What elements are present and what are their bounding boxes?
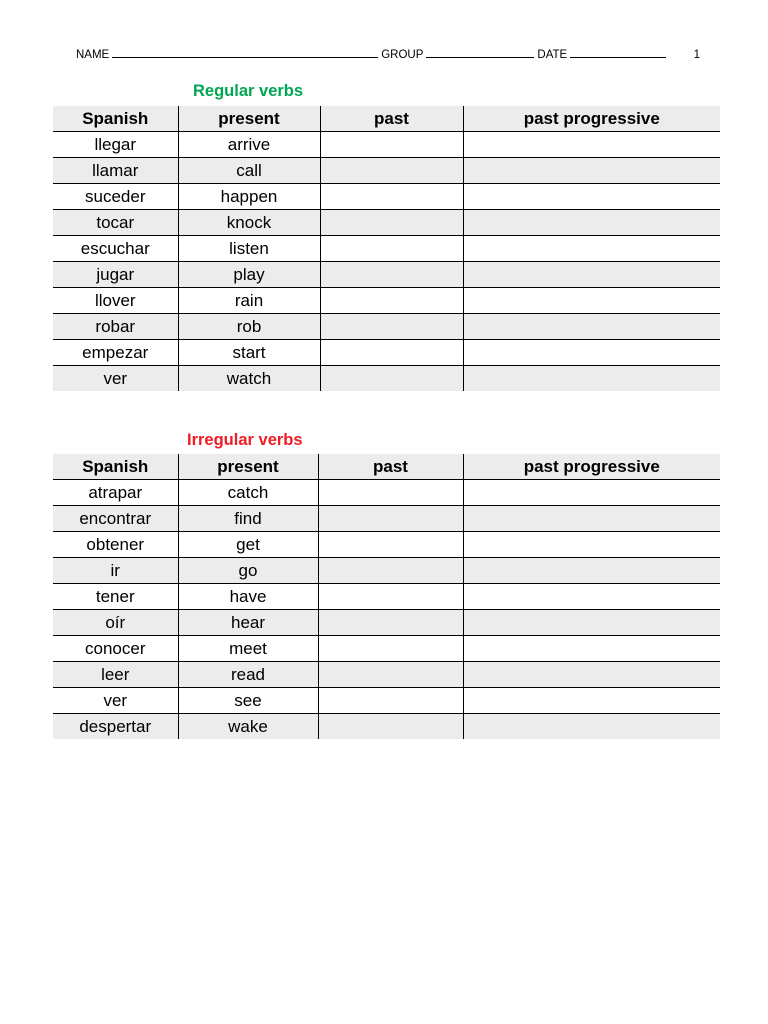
table-row [53, 662, 720, 688]
page-number: 1 [693, 49, 700, 61]
cell-present: rob [178, 314, 320, 340]
table-row [53, 532, 720, 558]
cell-spanish: ver [53, 688, 178, 714]
cell-past-progressive[interactable] [463, 480, 720, 506]
cell-past-progressive[interactable] [463, 688, 720, 714]
cell-past[interactable] [320, 184, 463, 210]
cell-present: see [178, 688, 318, 714]
regular-verbs-table [53, 106, 720, 391]
table-row [53, 340, 720, 366]
cell-spanish: obtener [53, 532, 178, 558]
table-row [53, 158, 720, 184]
cell-spanish: suceder [53, 184, 178, 210]
cell-spanish: ir [53, 558, 178, 584]
cell-past-progressive[interactable] [463, 610, 720, 636]
cell-past[interactable] [318, 610, 463, 636]
group-blank [426, 46, 534, 58]
cell-past[interactable] [320, 158, 463, 184]
cell-past[interactable] [318, 532, 463, 558]
cell-past[interactable] [320, 236, 463, 262]
cell-present: listen [178, 236, 320, 262]
irregular-verbs-table [53, 454, 720, 739]
cell-spanish: jugar [53, 262, 178, 288]
column-header-past: past [318, 454, 463, 480]
cell-present: catch [178, 480, 318, 506]
cell-present: read [178, 662, 318, 688]
column-header-spanish: Spanish [53, 106, 178, 132]
cell-past-progressive[interactable] [463, 132, 720, 158]
worksheet-header [76, 46, 700, 61]
name-label: NAME [76, 49, 110, 61]
cell-past-progressive[interactable] [463, 236, 720, 262]
cell-present: get [178, 532, 318, 558]
cell-past[interactable] [320, 340, 463, 366]
cell-spanish: llegar [53, 132, 178, 158]
table-row [53, 558, 720, 584]
cell-past[interactable] [320, 262, 463, 288]
cell-past[interactable] [318, 636, 463, 662]
cell-spanish: robar [53, 314, 178, 340]
cell-present: call [178, 158, 320, 184]
cell-past-progressive[interactable] [463, 506, 720, 532]
cell-spanish: atrapar [53, 480, 178, 506]
table-header-row [53, 106, 720, 132]
cell-past-progressive[interactable] [463, 532, 720, 558]
table-row [53, 132, 720, 158]
cell-spanish: llamar [53, 158, 178, 184]
cell-spanish: tener [53, 584, 178, 610]
cell-past-progressive[interactable] [463, 210, 720, 236]
cell-past[interactable] [320, 210, 463, 236]
cell-past-progressive[interactable] [463, 158, 720, 184]
table-row [53, 506, 720, 532]
column-header-past: past [320, 106, 463, 132]
cell-present: watch [178, 366, 320, 392]
table-row [53, 288, 720, 314]
date-label: DATE [537, 49, 568, 61]
cell-spanish: leer [53, 662, 178, 688]
cell-past-progressive[interactable] [463, 314, 720, 340]
table-row [53, 210, 720, 236]
cell-spanish: oír [53, 610, 178, 636]
table-row [53, 688, 720, 714]
cell-present: hear [178, 610, 318, 636]
table-row [53, 480, 720, 506]
cell-present: knock [178, 210, 320, 236]
table-header-row [53, 454, 720, 480]
cell-past-progressive[interactable] [463, 558, 720, 584]
cell-past-progressive[interactable] [463, 584, 720, 610]
table-row [53, 636, 720, 662]
cell-spanish: ver [53, 366, 178, 392]
cell-past[interactable] [318, 688, 463, 714]
column-header-past-progressive: past progressive [463, 454, 720, 480]
cell-past-progressive[interactable] [463, 262, 720, 288]
cell-past-progressive[interactable] [463, 714, 720, 740]
table-row [53, 262, 720, 288]
cell-present: arrive [178, 132, 320, 158]
table-row [53, 184, 720, 210]
cell-spanish: empezar [53, 340, 178, 366]
cell-past-progressive[interactable] [463, 636, 720, 662]
table-row [53, 236, 720, 262]
cell-spanish: llover [53, 288, 178, 314]
cell-present: have [178, 584, 318, 610]
table-row [53, 714, 720, 740]
cell-spanish: despertar [53, 714, 178, 740]
column-header-past-progressive: past progressive [463, 106, 720, 132]
cell-present: rain [178, 288, 320, 314]
cell-spanish: conocer [53, 636, 178, 662]
cell-past[interactable] [320, 288, 463, 314]
cell-past[interactable] [318, 480, 463, 506]
cell-past-progressive[interactable] [463, 184, 720, 210]
cell-spanish: encontrar [53, 506, 178, 532]
cell-present: find [178, 506, 318, 532]
cell-past-progressive[interactable] [463, 662, 720, 688]
column-header-spanish: Spanish [53, 454, 178, 480]
cell-past[interactable] [318, 714, 463, 740]
date-blank [570, 46, 666, 58]
cell-past-progressive[interactable] [463, 366, 720, 392]
cell-present: wake [178, 714, 318, 740]
cell-past[interactable] [320, 366, 463, 392]
cell-past[interactable] [320, 314, 463, 340]
cell-past[interactable] [318, 558, 463, 584]
cell-past[interactable] [318, 662, 463, 688]
group-label: GROUP [381, 49, 424, 61]
cell-past-progressive[interactable] [463, 288, 720, 314]
column-header-present: present [178, 106, 320, 132]
cell-past[interactable] [320, 132, 463, 158]
table-row [53, 610, 720, 636]
table-row [53, 366, 720, 392]
cell-past[interactable] [318, 506, 463, 532]
table-row [53, 314, 720, 340]
column-header-present: present [178, 454, 318, 480]
cell-past[interactable] [318, 584, 463, 610]
cell-spanish: escuchar [53, 236, 178, 262]
cell-spanish: tocar [53, 210, 178, 236]
regular-verbs-title: Regular verbs [193, 82, 304, 100]
cell-present: happen [178, 184, 320, 210]
cell-present: start [178, 340, 320, 366]
cell-past-progressive[interactable] [463, 340, 720, 366]
irregular-verbs-title: Irregular verbs [187, 431, 303, 449]
cell-present: meet [178, 636, 318, 662]
table-row [53, 584, 720, 610]
name-blank [112, 46, 378, 58]
cell-present: play [178, 262, 320, 288]
cell-present: go [178, 558, 318, 584]
